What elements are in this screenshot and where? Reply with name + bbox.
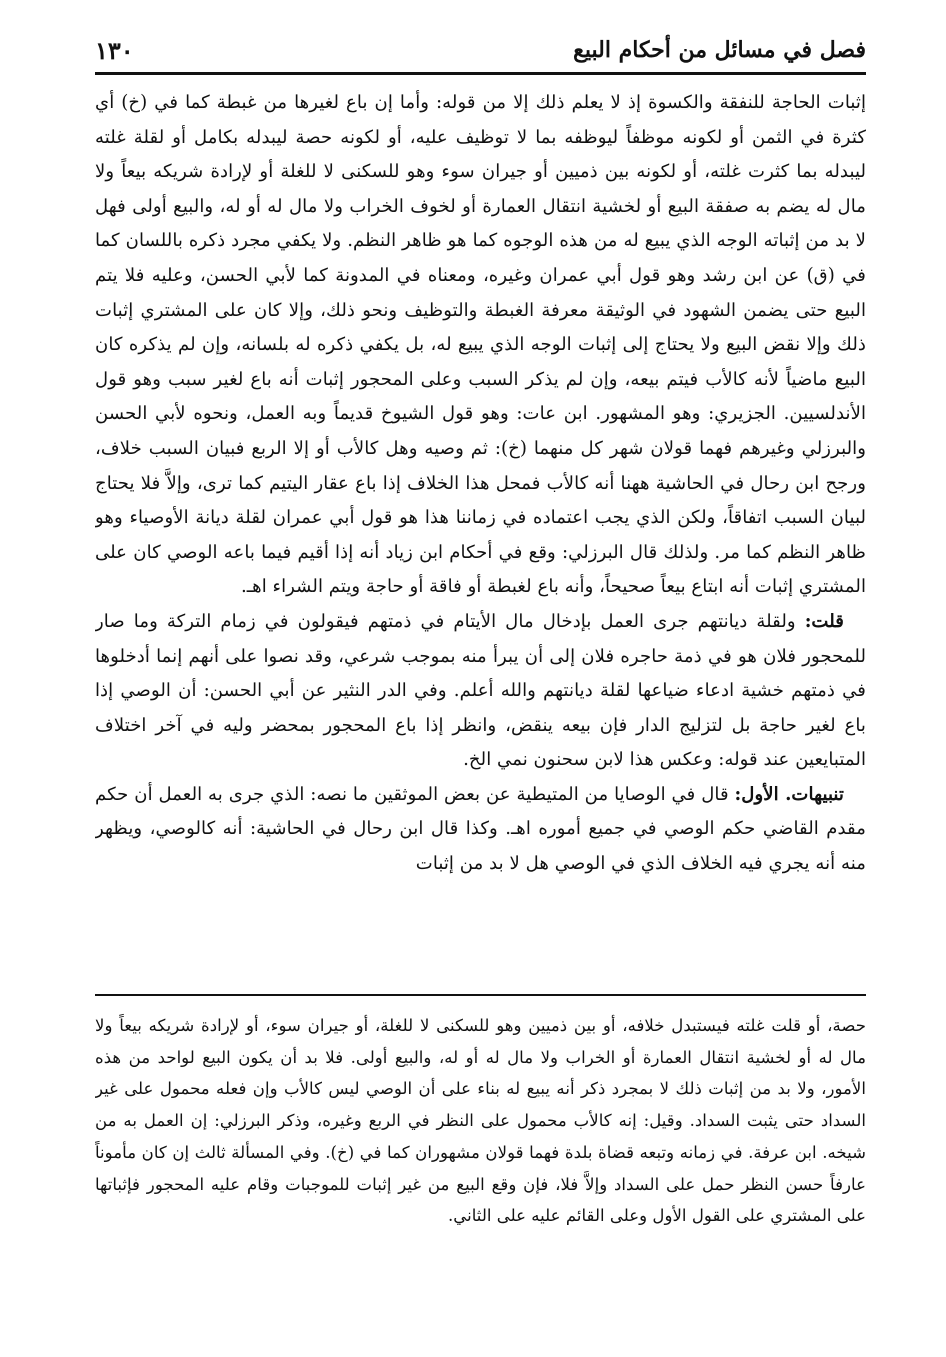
paragraph-lead: تنبيهات. الأول: [734,783,844,805]
paragraph [95,86,866,605]
paragraph-text: قال في الوصايا من المتيطية عن بعض الموثقين ما نصه: الذي جرى به العمل أن حكم مقدم القاضي حكم الوصي في جميع أموره اهـ. وكذا قال ابن رحال في الحاشية: أنه كالوصي، ويظهر منه أنه يجري فيه الخلاف الذي في الوصي هل لا بد من إثبات [95,783,866,875]
footnote-text: حصة، أو قلت غلته فيستبدل خلافه، أو بين ذميين وهو للسكنى لا للغلة، أو جيران سوء، أو لإرادة شريكه بيعاً ولا مال له أو لخشية انتقال العمارة أو الخراب ولا مال له أو له، والبيع أولى. فلا بد أن يكون البيع لواحد من هذه الأمور، ولا بد من إثبات ذلك لا بمجرد ذكر أنه يبيع له بناء على أن الوصي ليس كالأب وإن فعله محمول على غير السداد حتى يثبت السداد. وقيل: إنه كالأب محمول على النظر في الربع وغيره، وذكر البرزلي: إن العمل به من شيخه. ابن عرفة. في زمانه وتبعه قضاة بلدة فهما قولان مشهوران كما في (خ). وفي المسألة ثالث إن كان مأموناً عارفاً حسن النظر حمل على السداد وإلاَّ فلا، فإن وقع البيع من غير إثبات للموجبات وقام عليه المحجور فإثباتها على المشتري على القول الأول وعلى القائم عليه على الثاني. [95,1016,866,1226]
footnote-divider [95,994,866,996]
footnote-block [95,1010,866,1320]
main-text-body [95,86,866,986]
paragraph [95,778,866,882]
page-header [95,28,866,75]
page-number: ١٣٠ [95,35,134,65]
paragraph-text: إثبات الحاجة للنفقة والكسوة إذ لا يعلم ذلك إلا من قوله: وأما إن باع لغيرها من غبطة كما في (خ) أي كثرة في الثمن أو لكونه موظفاً ليوظفه بما لا توظيف عليه، أو لكونه حصة ليبدله بكامل أو لقلة غلته ليبدله بما كثرت غلته، أو لكونه بين ذميين أو جيران سوء وهو للسكنى لا للغلة أو لإرادة شريكه بيعاً ولا مال له يضم به صفقة البيع أو لخشية انتقال العمارة أو لخوف الخراب ولا مال له أو له، والبيع أولى فهل لا بد من إثباته الوجه الذي يبيع له من هذه الوجوه كما هو ظاهر النظم. ولا يكفي مجرد ذكره باللسان كما في (ق) عن ابن رشد وهو قول أبي عمران وغيره، ومعناه في المدونة كما لأبي الحسن، وعليه فلا يتم البيع حتى يضمن الشهود في الوثيقة معرفة الغبطة والتوظيف ونحو ذلك، وإلا كان على المشتري إثبات ذلك وإلا نقض البيع ولا يحتاج إلى إثبات الوجه الذي يبيع له، بل يكفي ذكره له بلسانه، وإن لم يذكره كان البيع ماضياً لأنه كالأب فيتم بيعه، وإن لم يذكر السبب وعلى المحجور إثبات أنه باع لغير سبب وهو قول الأندلسيين. الجزيري: وهو المشهور. ابن عات: وهو قول الشيوخ قديماً وبه العمل، ونحوه لأبي الحسن والبرزلي وغيرهم فهما قولان شهر كل منهما (خ): ثم وصيه وهل كالأب أو إلا الربع فبيان السبب خلاف، ورجح ابن رحال في الحاشية ههنا أنه كالأب فمحل هذا الخلاف إذا باع عقار اليتيم كما ترى، وإلاَّ فلا يحتاج لبيان السبب اتفاقاً، ولكن الذي يجب اعتماده في زماننا هذا هو قول أبي عمران لقلة ديانة الأوصياء وهو ظاهر النظم كما مر. ولذلك قال البرزلي: وقع في أحكام ابن زياد أنه إذا أقيم فيما باعه الوصي كان على المشتري إثبات أنه ابتاع بيعاً صحيحاً، وأنه باع لغبطة أو فاقة أو حاجة ويتم الشراء اهـ. [95,92,866,598]
paragraph-lead: قلت: [804,610,844,632]
running-title: فصل في مسائل من أحكام البيع [573,37,866,63]
paragraph [95,605,866,778]
paragraph-text: ولقلة ديانتهم جرى العمل بإدخال مال الأيتام في ذمتهم فيقولون في زمام التركة وما صار للمحجور فلان هو في ذمة حاجره فلان إلى أن يبرأ منه بموجب شرعي، وقد نصوا على أنهم إنما أدخلوها في ذمتهم خشية ادعاء ضياعها لقلة ديانتهم والله أعلم. وفي الدر النثير عن أبي الحسن: أن الوصي إذا باع لغير حاجة بل لتزليج الدار فإن بيعه ينقض، وانظر إذا باع المحجور بمحضر وليه في آخر اختلاف المتبايعين عند قوله: وعكس هذا لابن سحنون نمي الخ. [95,610,866,771]
